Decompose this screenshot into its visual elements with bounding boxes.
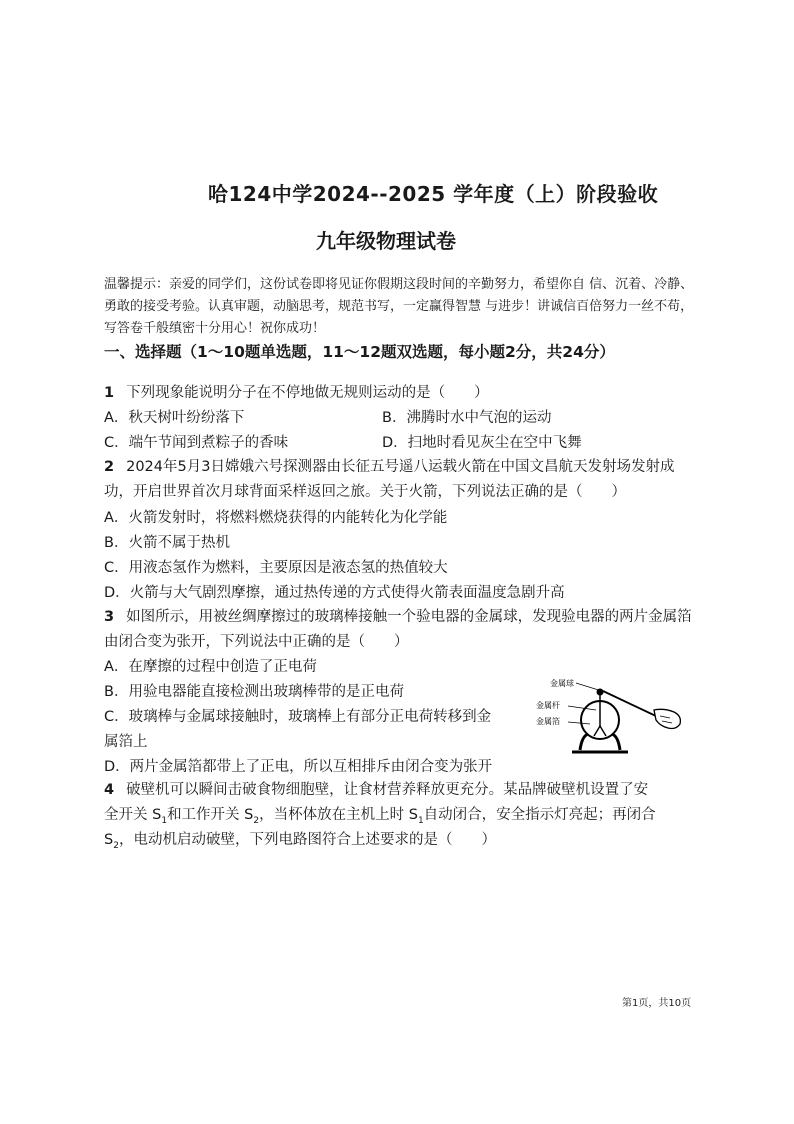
metal-foils bbox=[594, 726, 606, 736]
subscript: 2 bbox=[113, 840, 119, 851]
question-stem: 破壁机可以瞬间击破食物细胞壁，让食材营养释放更充分。某品牌破壁机设置了安 bbox=[126, 782, 649, 798]
stand-legs bbox=[580, 734, 620, 750]
leader-foil bbox=[568, 722, 590, 724]
metal-ball bbox=[597, 689, 604, 696]
q2-option-c: C．用液态氢作为燃料，主要原因是液态氢的热值较大 bbox=[104, 560, 448, 576]
text-run: S bbox=[104, 832, 114, 848]
section-heading: 一、选择题（1～10题单选题，11～12题双选题，每小题2分，共24分） bbox=[104, 343, 615, 361]
subscript: 2 bbox=[253, 815, 260, 826]
subscript: 1 bbox=[161, 815, 168, 826]
question-4 bbox=[104, 779, 648, 801]
text-run: ，当杯体放在主机上时 S bbox=[259, 807, 418, 823]
question-4-line-2 bbox=[104, 804, 656, 832]
question-number: 2 bbox=[104, 459, 115, 475]
q3-option-d: D．两片金属箔都带上了正电，所以互相排斥由闭合变为张开 bbox=[104, 759, 493, 775]
text-run: ，电动机启动破壁，下列电路图符合上述要求的是（ ） bbox=[118, 832, 496, 848]
label-metal-ball: 金属球 bbox=[550, 679, 574, 688]
question-number: 4 bbox=[104, 782, 115, 798]
page-footer: 第1页，共10页 bbox=[622, 998, 692, 1009]
question-number: 3 bbox=[104, 609, 115, 625]
hand-icon bbox=[654, 709, 680, 728]
label-metal-foil: 金属箔 bbox=[536, 717, 560, 726]
q3-option-b: B．用验电器能直接检测出玻璃棒带的是正电荷 bbox=[104, 684, 404, 700]
q3-option-c-cont: 属箔上 bbox=[104, 734, 148, 750]
q2-option-d: D．火箭与大气剧烈摩擦，通过热传递的方式使得火箭表面温度急剧升高 bbox=[104, 585, 565, 601]
question-4-line-3 bbox=[104, 829, 496, 857]
question-2 bbox=[104, 455, 700, 505]
exam-title: 哈124中学2024--2025 学年度（上）阶段验收 bbox=[208, 182, 659, 206]
electroscope-drawing bbox=[530, 670, 700, 765]
question-3 bbox=[104, 605, 700, 655]
text-run: 全开关 S bbox=[104, 807, 162, 823]
question-stem: 2024年5月3日嫦娥六号探测器由长征五号遥八运载火箭在中国文昌航天发射场发射成功，开启世界首次月球背面采样返回之旅。关于火箭，下列说法正确的是（ ） bbox=[104, 459, 675, 500]
q3-option-a: A．在摩擦的过程中创造了正电荷 bbox=[104, 659, 317, 675]
q3-option-c: C．玻璃棒与金属球接触时，玻璃棒上有部分正电荷转移到金 bbox=[104, 709, 492, 725]
leader-rod bbox=[568, 706, 596, 710]
question-1 bbox=[104, 382, 489, 404]
q2-option-b: B．火箭不属于热机 bbox=[104, 535, 230, 551]
question-stem: 如图所示，用被丝绸摩擦过的玻璃棒接触一个验电器的金属球，发现验电器的两片金属箔由闭合变为张开，下列说法中正确的是（ ） bbox=[104, 609, 692, 650]
question-number: 1 bbox=[104, 385, 115, 401]
q1-option-c: C．端午节闻到煮粽子的香味 bbox=[104, 435, 289, 451]
label-metal-rod: 金属杆 bbox=[536, 701, 560, 710]
q1-option-b: B．沸腾时水中气泡的运动 bbox=[382, 410, 552, 426]
question-stem: 下列现象能说明分子在不停地做无规则运动的是（ ） bbox=[126, 385, 489, 401]
q1-option-a: A．秋天树叶纷纷落下 bbox=[104, 410, 245, 426]
text-run: 自动闭合，安全指示灯亮起；再闭合 bbox=[423, 807, 656, 823]
warm-tip: 温馨提示：亲爱的同学们，这份试卷即将见证你假期这段时间的辛勤努力，希望你自 信、沉着、冷静、勇敢的接受考验。认真审题，动脑思考，规范书写，一定赢得智慧 与进步！讲诚信百倍努力一丝不苟，写答卷千般缜密十分用心！祝你成功！ bbox=[104, 277, 694, 336]
exam-subtitle: 九年级物理试卷 bbox=[316, 229, 456, 253]
q1-option-d: D．扫地时看见灰尘在空中飞舞 bbox=[382, 435, 582, 451]
q2-option-a: A．火箭发射时，将燃料燃烧获得的内能转化为化学能 bbox=[104, 510, 448, 526]
electroscope-figure bbox=[530, 670, 700, 765]
subscript: 1 bbox=[417, 815, 424, 826]
text-run: 和工作开关 S bbox=[167, 807, 254, 823]
